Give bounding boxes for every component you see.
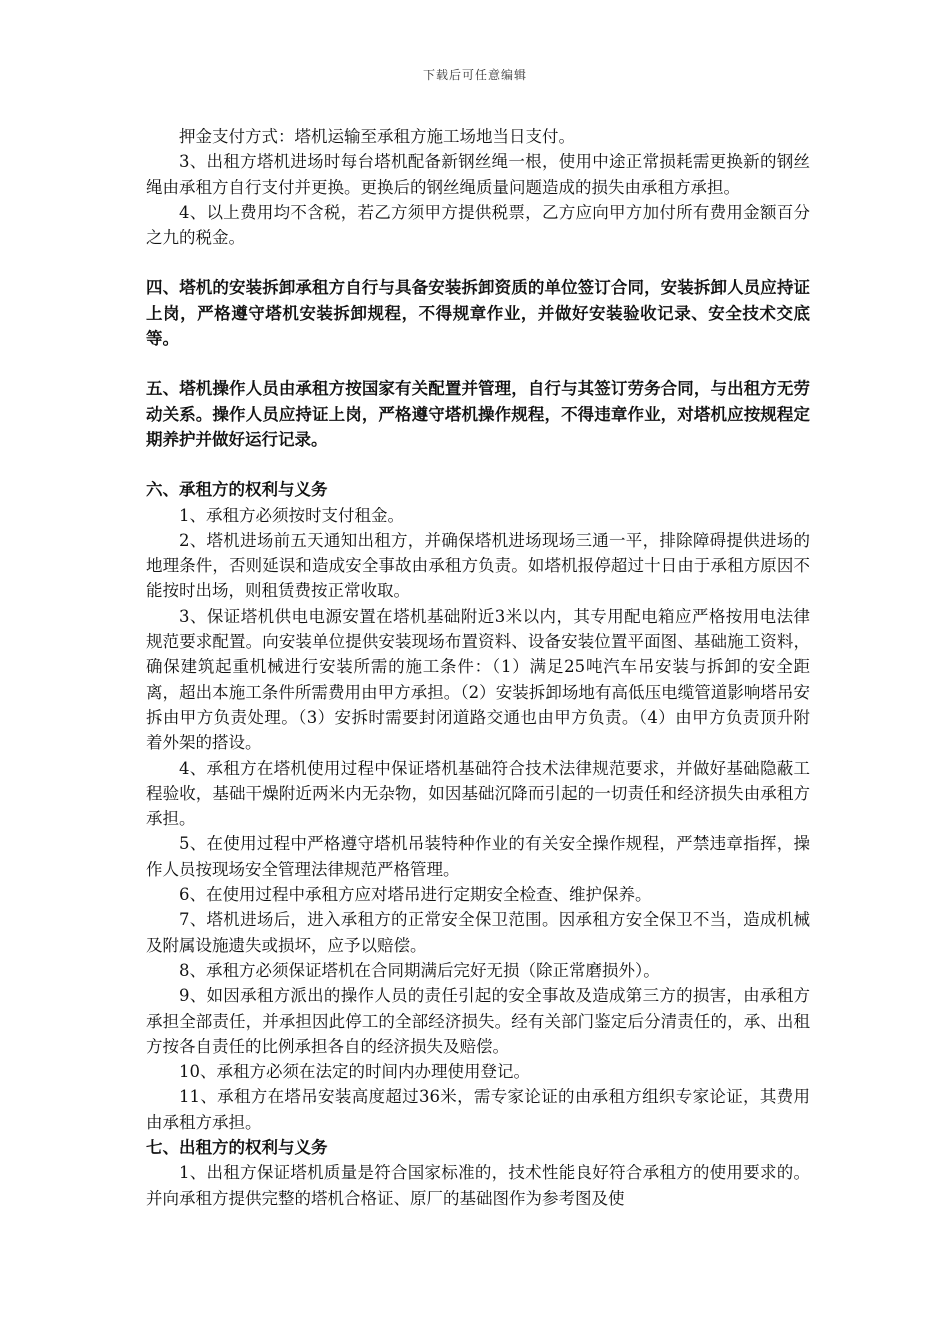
paragraph: 4、以上费用均不含税，若乙方须甲方提供税票，乙方应向甲方加付所有费用金额百分之九的税金。 xyxy=(146,202,810,248)
paragraph: 4、承租方在塔机使用过程中保证塔机基础符合技术法律规范要求，并做好基础隐蔽工程验收，基础干燥附近两米内无杂物，如因基础沉降而引起的一切责任和经济损失由承租方承担。 xyxy=(146,758,810,829)
section-heading: 七、出租方的权利与义务 xyxy=(146,1137,328,1157)
section-heading: 六、承租方的权利与义务 xyxy=(146,480,328,500)
page-header-note: 下载后可任意编辑 xyxy=(422,68,527,82)
paragraph: 3、保证塔机供电电源安置在塔机基础附近3米以内，其专用配电箱应严格按用电法律规范要求配置。向安装单位提供安装现场布置资料、设备安装位置平面图、基础施工资料，确保建筑起重机械进行安装所需的施工条件：（1）满足25吨汽车吊安装与拆卸的安全距离，超出本施工条件所需费用由甲方承担。（2）安装拆卸场地有高低压电缆管道影响塔吊安拆由甲方负责处理。（3）安拆时需要封闭道路交通也由甲方负责。（4）由甲方负责顶升附着外架的搭设。 xyxy=(146,606,810,753)
document-body xyxy=(146,124,810,1211)
paragraph-spacer xyxy=(146,250,810,275)
paragraph: 5、在使用过程中严格遵守塔机吊装特种作业的有关安全操作规程，严禁违章指挥，操作人员按现场安全管理法律规范严格管理。 xyxy=(146,834,810,879)
paragraph-spacer xyxy=(146,452,810,477)
paragraph: 押金支付方式：塔机运输至承租方施工场地当日支付。 xyxy=(179,127,575,146)
paragraph: 1、承租方必须按时支付租金。 xyxy=(179,505,404,525)
paragraph: 11、承租方在塔吊安装高度超过36米，需专家论证的由承租方组织专家论证，其费用由承租方承担。 xyxy=(146,1087,810,1132)
paragraph: 6、在使用过程中承租方应对塔吊进行定期安全检查、维护保养。 xyxy=(179,885,652,905)
paragraph: 1、出租方保证塔机质量是符合国家标准的，技术性能良好符合承租方的使用要求的。并向承租方提供完整的塔机合格证、原厂的基础图作为参考图及使 xyxy=(146,1163,810,1208)
paragraph: 10、承租方必须在法定的时间内办理使用登记。 xyxy=(179,1062,530,1082)
section-heading: 五、塔机操作人员由承租方按国家有关配置并管理，自行与其签订劳务合同，与出租方无劳动关系。操作人员应持证上岗，严格遵守塔机操作规程，不得违章作业，对塔机应按规程定期养护并做好运行记录。 xyxy=(146,379,810,449)
paragraph-spacer xyxy=(146,351,810,376)
paragraph: 8、承租方必须保证塔机在合同期满后完好无损（除正常磨损外）。 xyxy=(179,960,660,980)
paragraph: 9、如因承租方派出的操作人员的责任引起的安全事故及造成第三方的损害，由承租方承担全部责任，并承担因此停工的全部经济损失。经有关部门鉴定后分清责任的，承、出租方按各自责任的比例承担各自的经济损失及赔偿。 xyxy=(146,986,810,1056)
paragraph: 7、塔机进场后，进入承租方的正常安全保卫范围。因承租方安全保卫不当，造成机械及附属设施遗失或损坏，应予以赔偿。 xyxy=(146,910,810,955)
paragraph: 2、塔机进场前五天通知出租方，并确保塔机进场现场三通一平，排除障碍提供进场的地理条件，否则延误和造成安全事故由承租方负责。如塔机报停超过十日由于承租方原因不能按时出场，则租赁费按正常收取。 xyxy=(146,530,810,601)
section-heading: 四、塔机的安装拆卸承租方自行与具备安装拆卸资质的单位签订合同，安装拆卸人员应持证上岗，严格遵守塔机安装拆卸规程，不得规章作业，并做好安装验收记录、安全技术交底等。 xyxy=(146,278,810,349)
paragraph: 3、出租方塔机进场时每台塔机配备新钢丝绳一根，使用中途正常损耗需更换新的钢丝绳由承租方自行支付并更换。更换后的钢丝绳质量问题造成的损失由承租方承担。 xyxy=(146,152,810,197)
